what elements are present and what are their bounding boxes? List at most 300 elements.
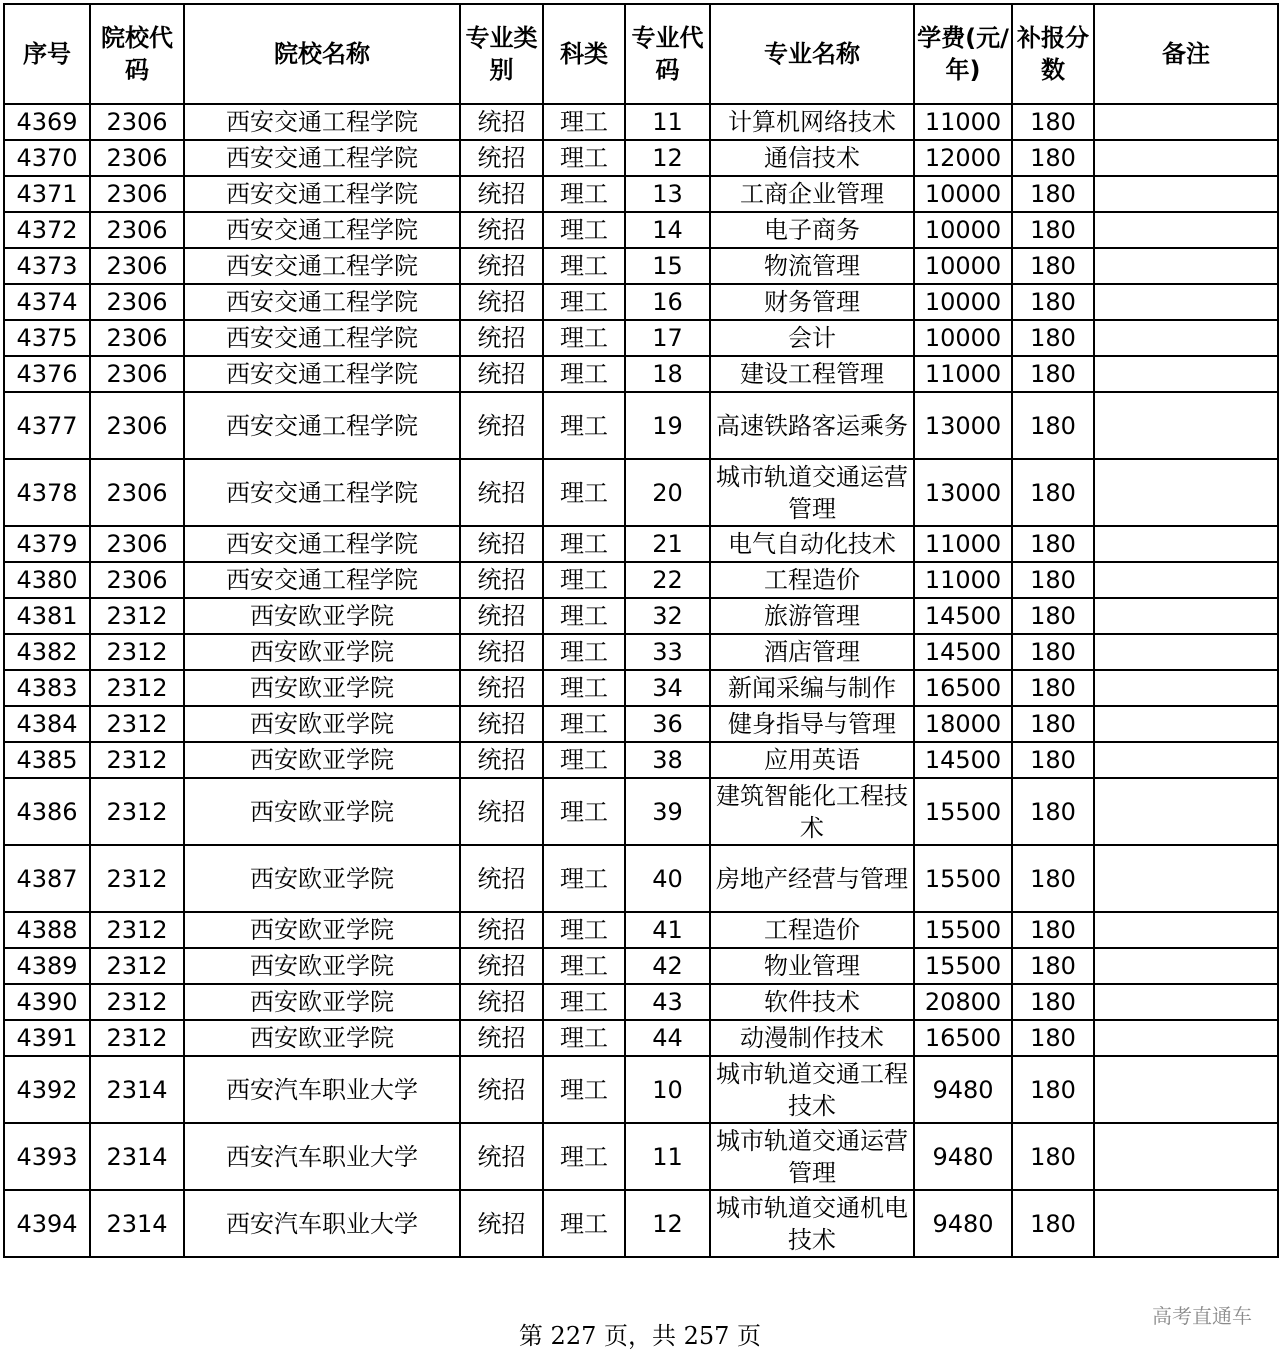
school-name-cell: 西安欧亚学院	[184, 984, 460, 1020]
serial-cell: 4382	[4, 634, 90, 670]
table-row	[4, 392, 1278, 459]
school-name-cell: 西安交通工程学院	[184, 392, 460, 459]
major-type-cell: 统招	[460, 670, 543, 706]
score-cell: 180	[1012, 742, 1094, 778]
table-row	[4, 984, 1278, 1020]
score-cell: 180	[1012, 670, 1094, 706]
major-type-cell: 统招	[460, 984, 543, 1020]
subject-cell: 理工	[543, 459, 625, 526]
score-cell: 180	[1012, 248, 1094, 284]
school-code-cell: 2306	[90, 140, 184, 176]
tuition-cell: 16500	[914, 670, 1012, 706]
serial-cell: 4389	[4, 948, 90, 984]
serial-cell: 4388	[4, 912, 90, 948]
school-code-cell: 2306	[90, 526, 184, 562]
school-code-cell: 2306	[90, 176, 184, 212]
subject-cell: 理工	[543, 1190, 625, 1257]
remark-cell	[1094, 1056, 1278, 1123]
school-name-cell: 西安交通工程学院	[184, 284, 460, 320]
remark-cell	[1094, 1123, 1278, 1190]
major-code-cell: 43	[625, 984, 710, 1020]
remark-cell	[1094, 845, 1278, 912]
school-name-cell: 西安欧亚学院	[184, 706, 460, 742]
remark-cell	[1094, 284, 1278, 320]
serial-cell: 4379	[4, 526, 90, 562]
serial-cell: 4384	[4, 706, 90, 742]
school-code-cell: 2306	[90, 212, 184, 248]
table-row	[4, 634, 1278, 670]
table-row	[4, 912, 1278, 948]
admission-table	[3, 3, 1279, 1258]
school-code-cell: 2312	[90, 670, 184, 706]
table-row	[4, 104, 1278, 140]
table-body	[4, 104, 1278, 1257]
score-cell: 180	[1012, 778, 1094, 845]
remark-cell	[1094, 912, 1278, 948]
tuition-cell: 14500	[914, 598, 1012, 634]
table-row	[4, 845, 1278, 912]
major-code-cell: 10	[625, 1056, 710, 1123]
major-type-cell: 统招	[460, 706, 543, 742]
major-type-cell: 统招	[460, 212, 543, 248]
col-header-major-code: 专业代码	[625, 4, 710, 104]
school-name-cell: 西安欧亚学院	[184, 634, 460, 670]
table-row	[4, 742, 1278, 778]
table-row	[4, 1190, 1278, 1257]
serial-cell: 4394	[4, 1190, 90, 1257]
serial-cell: 4380	[4, 562, 90, 598]
tuition-cell: 18000	[914, 706, 1012, 742]
school-code-cell: 2312	[90, 778, 184, 845]
score-cell: 180	[1012, 706, 1094, 742]
tuition-cell: 10000	[914, 248, 1012, 284]
major-type-cell: 统招	[460, 176, 543, 212]
subject-cell: 理工	[543, 670, 625, 706]
major-name-cell: 旅游管理	[710, 598, 914, 634]
major-type-cell: 统招	[460, 1020, 543, 1056]
tuition-cell: 11000	[914, 562, 1012, 598]
school-name-cell: 西安汽车职业大学	[184, 1056, 460, 1123]
col-header-subject: 科类	[543, 4, 625, 104]
remark-cell	[1094, 742, 1278, 778]
subject-cell: 理工	[543, 104, 625, 140]
tuition-cell: 15500	[914, 778, 1012, 845]
col-header-tuition: 学费(元/年)	[914, 4, 1012, 104]
school-code-cell: 2306	[90, 392, 184, 459]
school-code-cell: 2312	[90, 742, 184, 778]
score-cell: 180	[1012, 212, 1094, 248]
score-cell: 180	[1012, 562, 1094, 598]
major-name-cell: 城市轨道交通机电技术	[710, 1190, 914, 1257]
school-name-cell: 西安欧亚学院	[184, 742, 460, 778]
major-name-cell: 通信技术	[710, 140, 914, 176]
subject-cell: 理工	[543, 634, 625, 670]
major-name-cell: 软件技术	[710, 984, 914, 1020]
subject-cell: 理工	[543, 1020, 625, 1056]
score-cell: 180	[1012, 140, 1094, 176]
serial-cell: 4376	[4, 356, 90, 392]
subject-cell: 理工	[543, 320, 625, 356]
subject-cell: 理工	[543, 948, 625, 984]
school-code-cell: 2306	[90, 320, 184, 356]
serial-cell: 4387	[4, 845, 90, 912]
score-cell: 180	[1012, 948, 1094, 984]
table-row	[4, 778, 1278, 845]
score-cell: 180	[1012, 1056, 1094, 1123]
school-code-cell: 2312	[90, 706, 184, 742]
serial-cell: 4369	[4, 104, 90, 140]
major-name-cell: 城市轨道交通工程技术	[710, 1056, 914, 1123]
major-name-cell: 会计	[710, 320, 914, 356]
table-row	[4, 176, 1278, 212]
major-name-cell: 城市轨道交通运营管理	[710, 459, 914, 526]
school-name-cell: 西安交通工程学院	[184, 140, 460, 176]
score-cell: 180	[1012, 634, 1094, 670]
tuition-cell: 15500	[914, 912, 1012, 948]
remark-cell	[1094, 598, 1278, 634]
subject-cell: 理工	[543, 984, 625, 1020]
score-cell: 180	[1012, 912, 1094, 948]
score-cell: 180	[1012, 1020, 1094, 1056]
tuition-cell: 13000	[914, 459, 1012, 526]
tuition-cell: 9480	[914, 1056, 1012, 1123]
major-type-cell: 统招	[460, 778, 543, 845]
major-type-cell: 统招	[460, 459, 543, 526]
tuition-cell: 12000	[914, 140, 1012, 176]
remark-cell	[1094, 212, 1278, 248]
score-cell: 180	[1012, 284, 1094, 320]
school-code-cell: 2312	[90, 845, 184, 912]
tuition-cell: 10000	[914, 320, 1012, 356]
major-code-cell: 12	[625, 1190, 710, 1257]
table-row	[4, 320, 1278, 356]
table-row	[4, 526, 1278, 562]
school-name-cell: 西安交通工程学院	[184, 526, 460, 562]
major-name-cell: 工程造价	[710, 562, 914, 598]
tuition-cell: 14500	[914, 742, 1012, 778]
serial-cell: 4373	[4, 248, 90, 284]
major-name-cell: 建设工程管理	[710, 356, 914, 392]
table-row	[4, 562, 1278, 598]
score-cell: 180	[1012, 1123, 1094, 1190]
col-header-remark: 备注	[1094, 4, 1278, 104]
tuition-cell: 9480	[914, 1190, 1012, 1257]
remark-cell	[1094, 459, 1278, 526]
major-code-cell: 32	[625, 598, 710, 634]
major-name-cell: 电气自动化技术	[710, 526, 914, 562]
major-type-cell: 统招	[460, 104, 543, 140]
table-row	[4, 948, 1278, 984]
col-header-major-type: 专业类别	[460, 4, 543, 104]
major-code-cell: 22	[625, 562, 710, 598]
major-code-cell: 11	[625, 1123, 710, 1190]
school-name-cell: 西安汽车职业大学	[184, 1123, 460, 1190]
remark-cell	[1094, 320, 1278, 356]
col-header-school-name: 院校名称	[184, 4, 460, 104]
remark-cell	[1094, 526, 1278, 562]
school-name-cell: 西安交通工程学院	[184, 320, 460, 356]
school-code-cell: 2312	[90, 912, 184, 948]
major-code-cell: 18	[625, 356, 710, 392]
score-cell: 180	[1012, 459, 1094, 526]
school-name-cell: 西安汽车职业大学	[184, 1190, 460, 1257]
subject-cell: 理工	[543, 392, 625, 459]
major-type-cell: 统招	[460, 1123, 543, 1190]
major-code-cell: 34	[625, 670, 710, 706]
tuition-cell: 13000	[914, 392, 1012, 459]
school-code-cell: 2312	[90, 1020, 184, 1056]
serial-cell: 4391	[4, 1020, 90, 1056]
score-cell: 180	[1012, 392, 1094, 459]
school-name-cell: 西安欧亚学院	[184, 948, 460, 984]
school-code-cell: 2314	[90, 1056, 184, 1123]
major-name-cell: 财务管理	[710, 284, 914, 320]
major-name-cell: 应用英语	[710, 742, 914, 778]
table-header	[4, 4, 1278, 104]
subject-cell: 理工	[543, 562, 625, 598]
major-code-cell: 36	[625, 706, 710, 742]
major-type-cell: 统招	[460, 1190, 543, 1257]
school-code-cell: 2314	[90, 1190, 184, 1257]
major-name-cell: 物业管理	[710, 948, 914, 984]
serial-cell: 4386	[4, 778, 90, 845]
major-type-cell: 统招	[460, 912, 543, 948]
school-code-cell: 2312	[90, 984, 184, 1020]
school-code-cell: 2306	[90, 104, 184, 140]
table-row	[4, 670, 1278, 706]
major-type-cell: 统招	[460, 284, 543, 320]
table-row	[4, 284, 1278, 320]
serial-cell: 4383	[4, 670, 90, 706]
tuition-cell: 15500	[914, 845, 1012, 912]
school-name-cell: 西安欧亚学院	[184, 845, 460, 912]
school-code-cell: 2306	[90, 459, 184, 526]
major-code-cell: 11	[625, 104, 710, 140]
subject-cell: 理工	[543, 1123, 625, 1190]
major-code-cell: 21	[625, 526, 710, 562]
subject-cell: 理工	[543, 742, 625, 778]
school-name-cell: 西安交通工程学院	[184, 104, 460, 140]
serial-cell: 4371	[4, 176, 90, 212]
major-type-cell: 统招	[460, 562, 543, 598]
remark-cell	[1094, 634, 1278, 670]
tuition-cell: 16500	[914, 1020, 1012, 1056]
school-code-cell: 2306	[90, 248, 184, 284]
tuition-cell: 15500	[914, 948, 1012, 984]
major-code-cell: 19	[625, 392, 710, 459]
score-cell: 180	[1012, 598, 1094, 634]
major-code-cell: 44	[625, 1020, 710, 1056]
school-name-cell: 西安欧亚学院	[184, 598, 460, 634]
major-type-cell: 统招	[460, 634, 543, 670]
watermark-text: 高考直通车	[1152, 1304, 1252, 1328]
serial-cell: 4375	[4, 320, 90, 356]
school-name-cell: 西安交通工程学院	[184, 176, 460, 212]
major-name-cell: 建筑智能化工程技术	[710, 778, 914, 845]
tuition-cell: 14500	[914, 634, 1012, 670]
subject-cell: 理工	[543, 356, 625, 392]
subject-cell: 理工	[543, 778, 625, 845]
school-name-cell: 西安欧亚学院	[184, 670, 460, 706]
table-row	[4, 356, 1278, 392]
major-code-cell: 15	[625, 248, 710, 284]
score-cell: 180	[1012, 176, 1094, 212]
serial-cell: 4381	[4, 598, 90, 634]
remark-cell	[1094, 356, 1278, 392]
subject-cell: 理工	[543, 598, 625, 634]
major-type-cell: 统招	[460, 140, 543, 176]
col-header-serial: 序号	[4, 4, 90, 104]
serial-cell: 4372	[4, 212, 90, 248]
major-code-cell: 40	[625, 845, 710, 912]
school-code-cell: 2306	[90, 284, 184, 320]
subject-cell: 理工	[543, 212, 625, 248]
tuition-cell: 10000	[914, 284, 1012, 320]
major-type-cell: 统招	[460, 598, 543, 634]
subject-cell: 理工	[543, 912, 625, 948]
subject-cell: 理工	[543, 1056, 625, 1123]
major-code-cell: 16	[625, 284, 710, 320]
major-code-cell: 39	[625, 778, 710, 845]
score-cell: 180	[1012, 320, 1094, 356]
remark-cell	[1094, 104, 1278, 140]
school-name-cell: 西安欧亚学院	[184, 1020, 460, 1056]
serial-cell: 4390	[4, 984, 90, 1020]
major-code-cell: 13	[625, 176, 710, 212]
school-name-cell: 西安交通工程学院	[184, 562, 460, 598]
major-type-cell: 统招	[460, 248, 543, 284]
major-name-cell: 工商企业管理	[710, 176, 914, 212]
major-name-cell: 动漫制作技术	[710, 1020, 914, 1056]
remark-cell	[1094, 248, 1278, 284]
remark-cell	[1094, 392, 1278, 459]
subject-cell: 理工	[543, 845, 625, 912]
major-code-cell: 42	[625, 948, 710, 984]
major-name-cell: 健身指导与管理	[710, 706, 914, 742]
major-name-cell: 高速铁路客运乘务	[710, 392, 914, 459]
major-name-cell: 工程造价	[710, 912, 914, 948]
school-name-cell: 西安欧亚学院	[184, 778, 460, 845]
remark-cell	[1094, 1020, 1278, 1056]
major-type-cell: 统招	[460, 356, 543, 392]
major-type-cell: 统招	[460, 742, 543, 778]
score-cell: 180	[1012, 1190, 1094, 1257]
table-row	[4, 1056, 1278, 1123]
score-cell: 180	[1012, 356, 1094, 392]
school-name-cell: 西安交通工程学院	[184, 356, 460, 392]
major-name-cell: 酒店管理	[710, 634, 914, 670]
major-code-cell: 41	[625, 912, 710, 948]
tuition-cell: 11000	[914, 356, 1012, 392]
major-code-cell: 33	[625, 634, 710, 670]
table-row	[4, 212, 1278, 248]
serial-cell: 4377	[4, 392, 90, 459]
subject-cell: 理工	[543, 248, 625, 284]
major-name-cell: 物流管理	[710, 248, 914, 284]
major-code-cell: 17	[625, 320, 710, 356]
serial-cell: 4392	[4, 1056, 90, 1123]
score-cell: 180	[1012, 845, 1094, 912]
school-name-cell: 西安欧亚学院	[184, 912, 460, 948]
remark-cell	[1094, 948, 1278, 984]
remark-cell	[1094, 670, 1278, 706]
school-name-cell: 西安交通工程学院	[184, 248, 460, 284]
table-row	[4, 140, 1278, 176]
subject-cell: 理工	[543, 176, 625, 212]
major-name-cell: 城市轨道交通运营管理	[710, 1123, 914, 1190]
score-cell: 180	[1012, 104, 1094, 140]
tuition-cell: 10000	[914, 212, 1012, 248]
major-code-cell: 20	[625, 459, 710, 526]
table-row	[4, 598, 1278, 634]
major-name-cell: 房地产经营与管理	[710, 845, 914, 912]
school-code-cell: 2314	[90, 1123, 184, 1190]
serial-cell: 4370	[4, 140, 90, 176]
subject-cell: 理工	[543, 140, 625, 176]
table-row	[4, 248, 1278, 284]
serial-cell: 4374	[4, 284, 90, 320]
score-cell: 180	[1012, 984, 1094, 1020]
school-code-cell: 2306	[90, 562, 184, 598]
serial-cell: 4378	[4, 459, 90, 526]
remark-cell	[1094, 1190, 1278, 1257]
tuition-cell: 9480	[914, 1123, 1012, 1190]
serial-cell: 4393	[4, 1123, 90, 1190]
table-row	[4, 459, 1278, 526]
school-code-cell: 2312	[90, 634, 184, 670]
table-row	[4, 1123, 1278, 1190]
remark-cell	[1094, 176, 1278, 212]
major-name-cell: 计算机网络技术	[710, 104, 914, 140]
col-header-school-code: 院校代码	[90, 4, 184, 104]
school-code-cell: 2306	[90, 356, 184, 392]
tuition-cell: 10000	[914, 176, 1012, 212]
table-row	[4, 706, 1278, 742]
major-type-cell: 统招	[460, 526, 543, 562]
tuition-cell: 20800	[914, 984, 1012, 1020]
school-code-cell: 2312	[90, 948, 184, 984]
major-type-cell: 统招	[460, 845, 543, 912]
major-code-cell: 38	[625, 742, 710, 778]
major-type-cell: 统招	[460, 392, 543, 459]
school-name-cell: 西安交通工程学院	[184, 212, 460, 248]
col-header-score: 补报分数	[1012, 4, 1094, 104]
page-number: 第 227 页，共 257 页	[518, 1322, 762, 1350]
major-code-cell: 14	[625, 212, 710, 248]
major-type-cell: 统招	[460, 320, 543, 356]
tuition-cell: 11000	[914, 104, 1012, 140]
serial-cell: 4385	[4, 742, 90, 778]
school-name-cell: 西安交通工程学院	[184, 459, 460, 526]
col-header-major-name: 专业名称	[710, 4, 914, 104]
remark-cell	[1094, 140, 1278, 176]
score-cell: 180	[1012, 526, 1094, 562]
major-code-cell: 12	[625, 140, 710, 176]
major-name-cell: 电子商务	[710, 212, 914, 248]
subject-cell: 理工	[543, 284, 625, 320]
major-type-cell: 统招	[460, 948, 543, 984]
tuition-cell: 11000	[914, 526, 1012, 562]
remark-cell	[1094, 706, 1278, 742]
subject-cell: 理工	[543, 706, 625, 742]
subject-cell: 理工	[543, 526, 625, 562]
school-code-cell: 2312	[90, 598, 184, 634]
major-type-cell: 统招	[460, 1056, 543, 1123]
remark-cell	[1094, 562, 1278, 598]
major-name-cell: 新闻采编与制作	[710, 670, 914, 706]
remark-cell	[1094, 778, 1278, 845]
remark-cell	[1094, 984, 1278, 1020]
